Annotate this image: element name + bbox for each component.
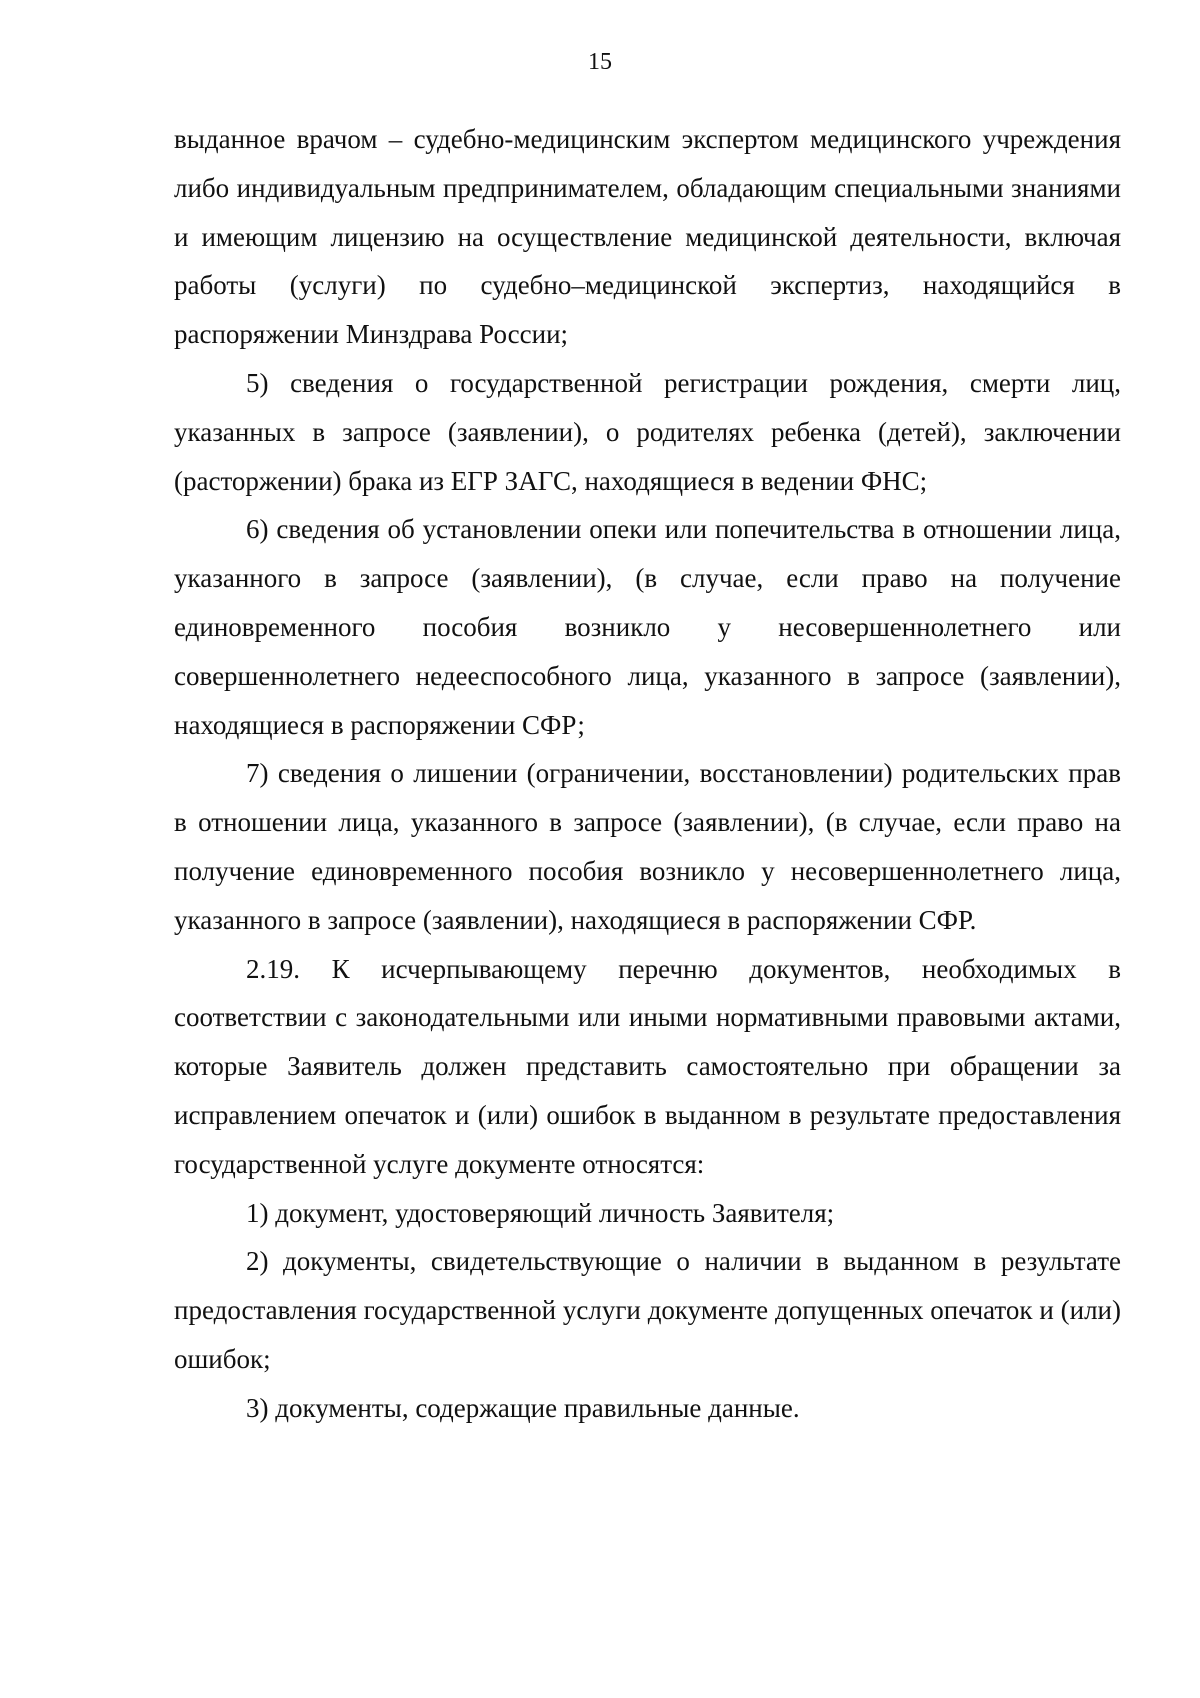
paragraph-continuation: выданное врачом – судебно-медицинским экспертом медицинского учреждения либо индивидуальным предпринимателем, обладающим специальными знаниями и имеющим лицензию на осуществление медицинской деятельности, включая работы (услуги) по судебно–медицинской экспертиз, находящийся в распоряжении Минздрава России; [174, 124, 1121, 350]
paragraph-item-6: 6) сведения об установлении опеки или попечительства в отношении лица, указанного в запросе (заявлении), (в случае, если право на получение единовременного пособия возникло у несовершеннолетнего или совершеннолетнего недееспособного лица, указанного в запросе (заявлении), находящиеся в распоряжении СФР; [174, 514, 1121, 740]
paragraph-section-2-19: 2.19. К исчерпывающему перечню документов, необходимых в соответствии с законодательными или иными нормативными правовыми актами, которые Заявитель должен представить самостоятельно при обращении за исправлением опечаток и (или) ошибок в выданном в результате предоставления государственной услуге документе относятся: [174, 953, 1121, 1179]
paragraph-item-7: 7) сведения о лишении (ограничении, восстановлении) родительских прав в отношении лица, указанного в запросе (заявлении), (в случае, если право на получение единовременного пособия возникло у несовершеннолетнего лица, указанного в запросе (заявлении), находящиеся в распоряжении СФР. [174, 758, 1121, 935]
paragraph-item-5: 5) сведения о государственной регистрации рождения, смерти лиц, указанных в запросе (заявлении), о родителях ребенка (детей), заключении (расторжении) брака из ЕГР ЗАГС, находящиеся в ведении ФНС; [174, 367, 1121, 496]
document-body [174, 115, 1121, 1433]
paragraph-list-item-3: 3) документы, содержащие правильные данные. [246, 1392, 800, 1423]
page-number: 15 [588, 49, 612, 75]
paragraph-list-item-1: 1) документ, удостоверяющий личность Заявителя; [246, 1197, 835, 1228]
paragraph-list-item-2: 2) документы, свидетельствующие о наличии в выданном в результате предоставления государственной услуги документе допущенных опечаток и (или) ошибок; [174, 1246, 1121, 1374]
